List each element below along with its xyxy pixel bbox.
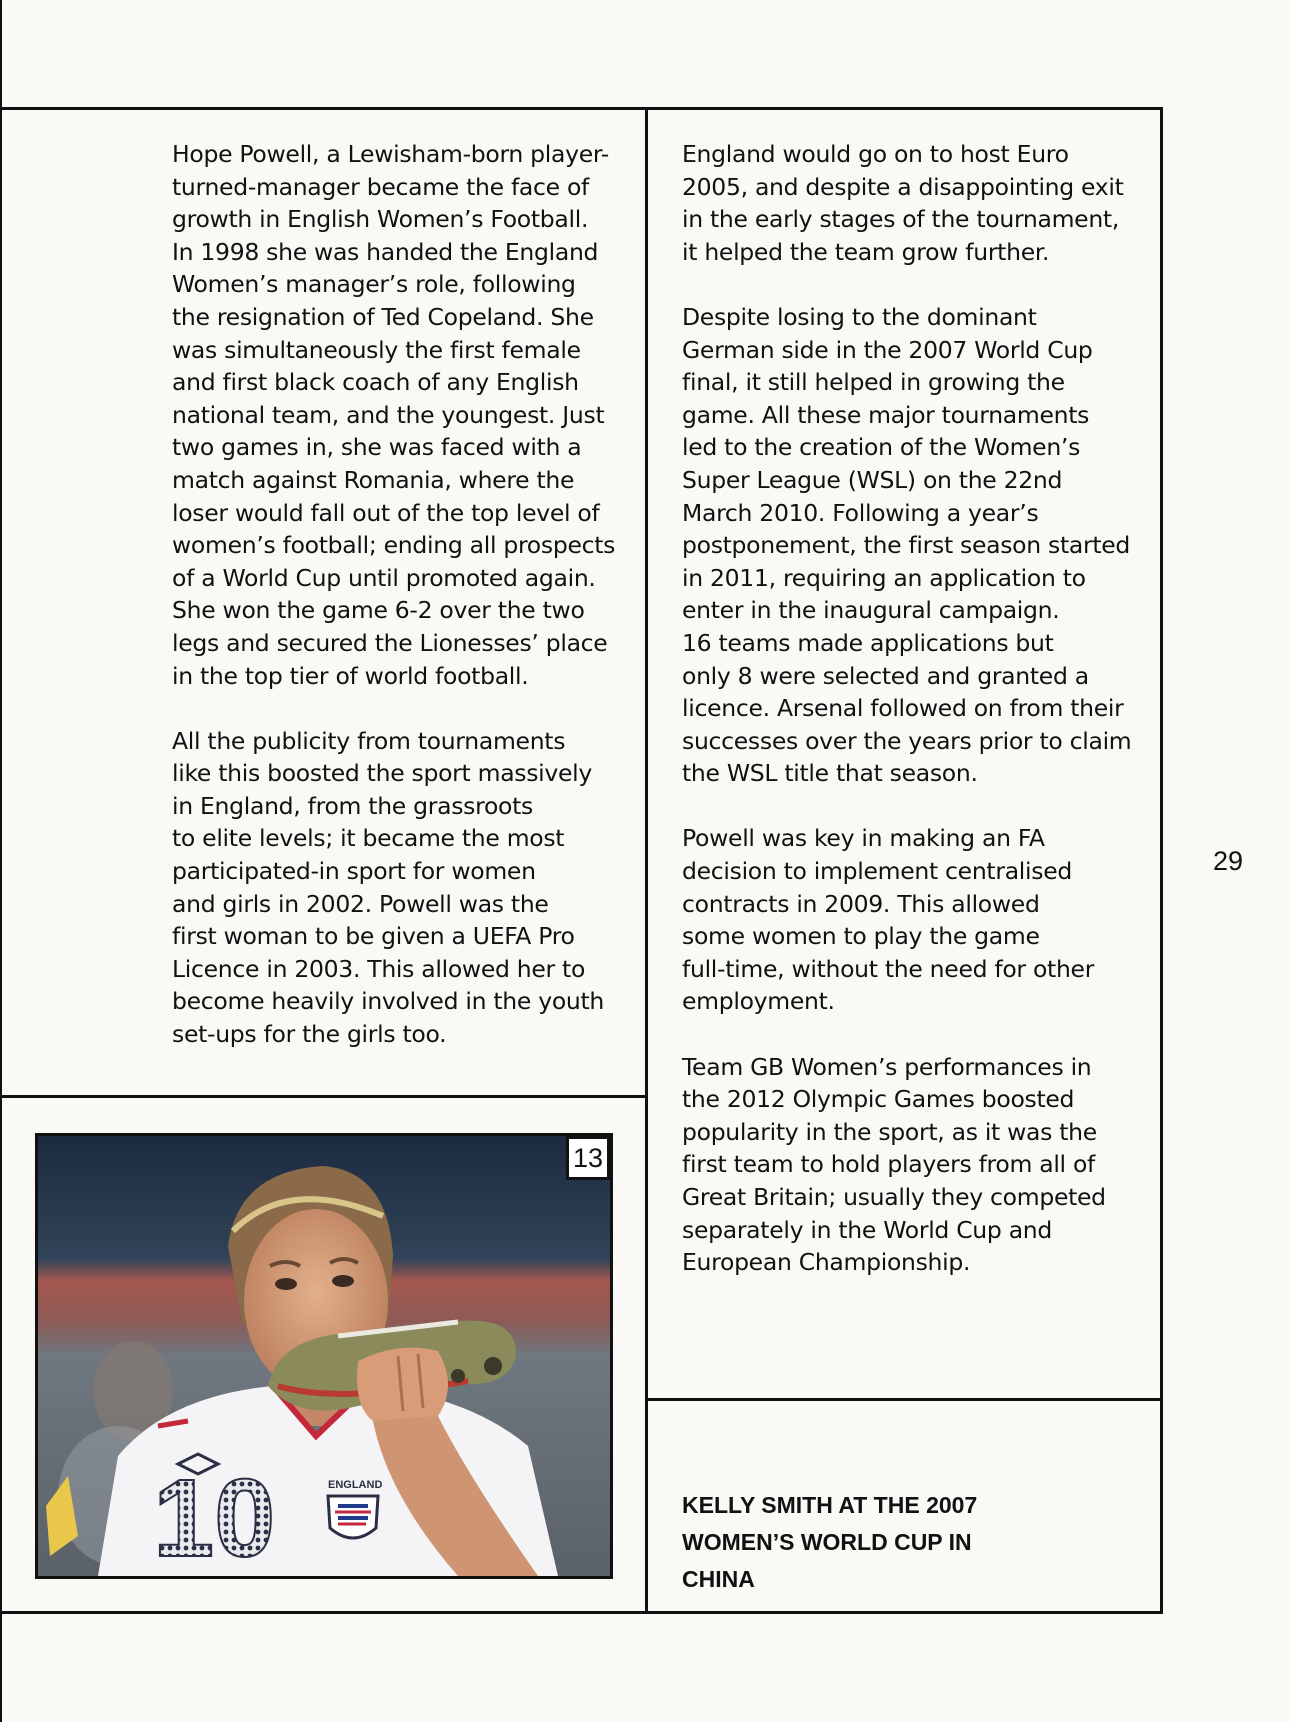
figure-caption: KELLY SMITH AT THE 2007 WOMEN’S WORLD CUP IN CHINA (682, 1492, 978, 1592)
figure-photo (35, 1133, 613, 1579)
page-number: 29 (1212, 846, 1244, 876)
shirt-number: 10 (153, 1457, 276, 1576)
left-text-column (172, 138, 632, 1083)
figure-number-badge: 13 (566, 1136, 610, 1180)
paragraph: Hope Powell, a Lewisham-born player- turned-manager became the face of growth in English Women’s Football. In 1998 she was handed the England Women’s manager’s role, following the resignation of Ted Copeland. She was simultaneously the first female and first black coach of any English national team, and the youngest. Just two games in, she was faced with a match against Romania, where the loser would fall out of the top level of women’s football; ending all prospects of a World Cup until promoted again. She won the game 6-2 over the two legs and secured the Lionesses’ place in the top tier of world football. (172, 140, 616, 690)
paragraph: All the publicity from tournaments like this boosted the sport massively in England, from the grassroots to elite levels; it became the most participated-in sport for women and girls in 2002. Powell was the first woman to be given a UEFA Pro Licence in 2003. This allowed her to become heavily involved in the youth set-ups for the girls too. (172, 726, 604, 1049)
paragraph: Powell was key in making an FA decision to implement centralised contracts in 2009. This allowed some women to play the game full-time, without the need for other employment. (682, 824, 1095, 1016)
footballer-illustration (38, 1136, 610, 1576)
paragraph: England would go on to host Euro 2005, and despite a disappointing exit in the early stages of the tournament, it helped the team grow further. (682, 140, 1124, 266)
right-section-divider (647, 1398, 1163, 1401)
column-divider (645, 107, 648, 1614)
shirt-text: ENGLAND (328, 1479, 383, 1491)
left-section-divider (0, 1095, 647, 1098)
right-text-column (682, 138, 1152, 1311)
paragraph: Despite losing to the dominant German side in the 2007 World Cup final, it still helped in growing the game. All these major tournaments led to the creation of the Women’s Super League (WSL) on the 22nd March 2010. Following a year’s postponement, the first season started in 2011, requiring an application to enter in the inaugural campaign. 16 teams made applications but only 8 were selected and granted a licence. Arsenal followed on from their successes over the years prior to claim the WSL title that season. (682, 302, 1132, 788)
paragraph: Team GB Women’s performances in the 2012 Olympic Games boosted popularity in the sport, as it was the first team to hold players from all of Great Britain; usually they competed separately in the World Cup and European Championship. (682, 1052, 1106, 1277)
